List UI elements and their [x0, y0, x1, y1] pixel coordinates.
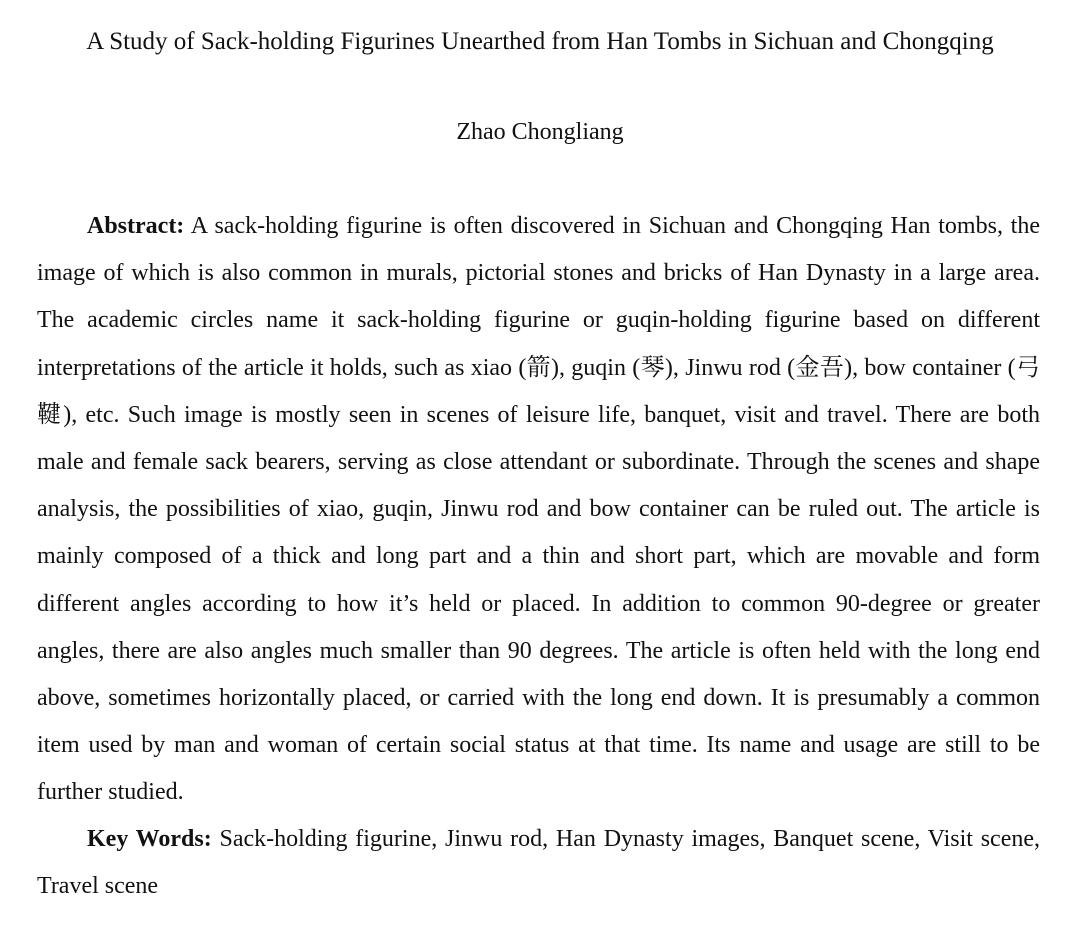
keywords-label: Key Words: [87, 826, 212, 852]
paper-title: A Study of Sack-holding Figurines Unearthed from Han Tombs in Sichuan and Chongqing [86, 28, 994, 55]
abstract-label: Abstract: [87, 213, 185, 239]
keywords-text: Sack-holding figurine, Jinwu rod, Han Dynasty images, Banquet scene, Visit scene, Travel scene [37, 826, 1040, 900]
author-name: Zhao Chongliang [456, 119, 624, 145]
keywords-paragraph [37, 816, 1040, 910]
abstract-text: A sack-holding figurine is often discovered in Sichuan and Chongqing Han tombs, the image of which is also common in murals, pictorial stones and bricks of Han Dynasty in a large area. The academic circles name it sack-holding figurine or guqin-holding figurine based on different interpretations of the article it holds, such as xiao (箭), guqin (琴), Jinwu rod (金吾), bow container (弓鞬), etc. Such image is mostly seen in scenes of leisure life, banquet, visit and travel. There are both male and female sack bearers, serving as close attendant or subordinate. Through the scenes and shape analysis, the possibilities of xiao, guqin, Jinwu rod and bow container can be ruled out. The article is mainly composed of a thick and long part and a thin and short part, which are movable and form different angles according to how it’s held or placed. In addition to common 90-degree or greater angles, there are also angles much smaller than 90 degrees. The article is often held with the long end above, sometimes horizontally placed, or carried with the long end down. It is presumably a common item used by man and woman of certain social status at that time. Its name and usage are still to be further studied. [37, 213, 1040, 806]
abstract-paragraph [37, 203, 1040, 817]
